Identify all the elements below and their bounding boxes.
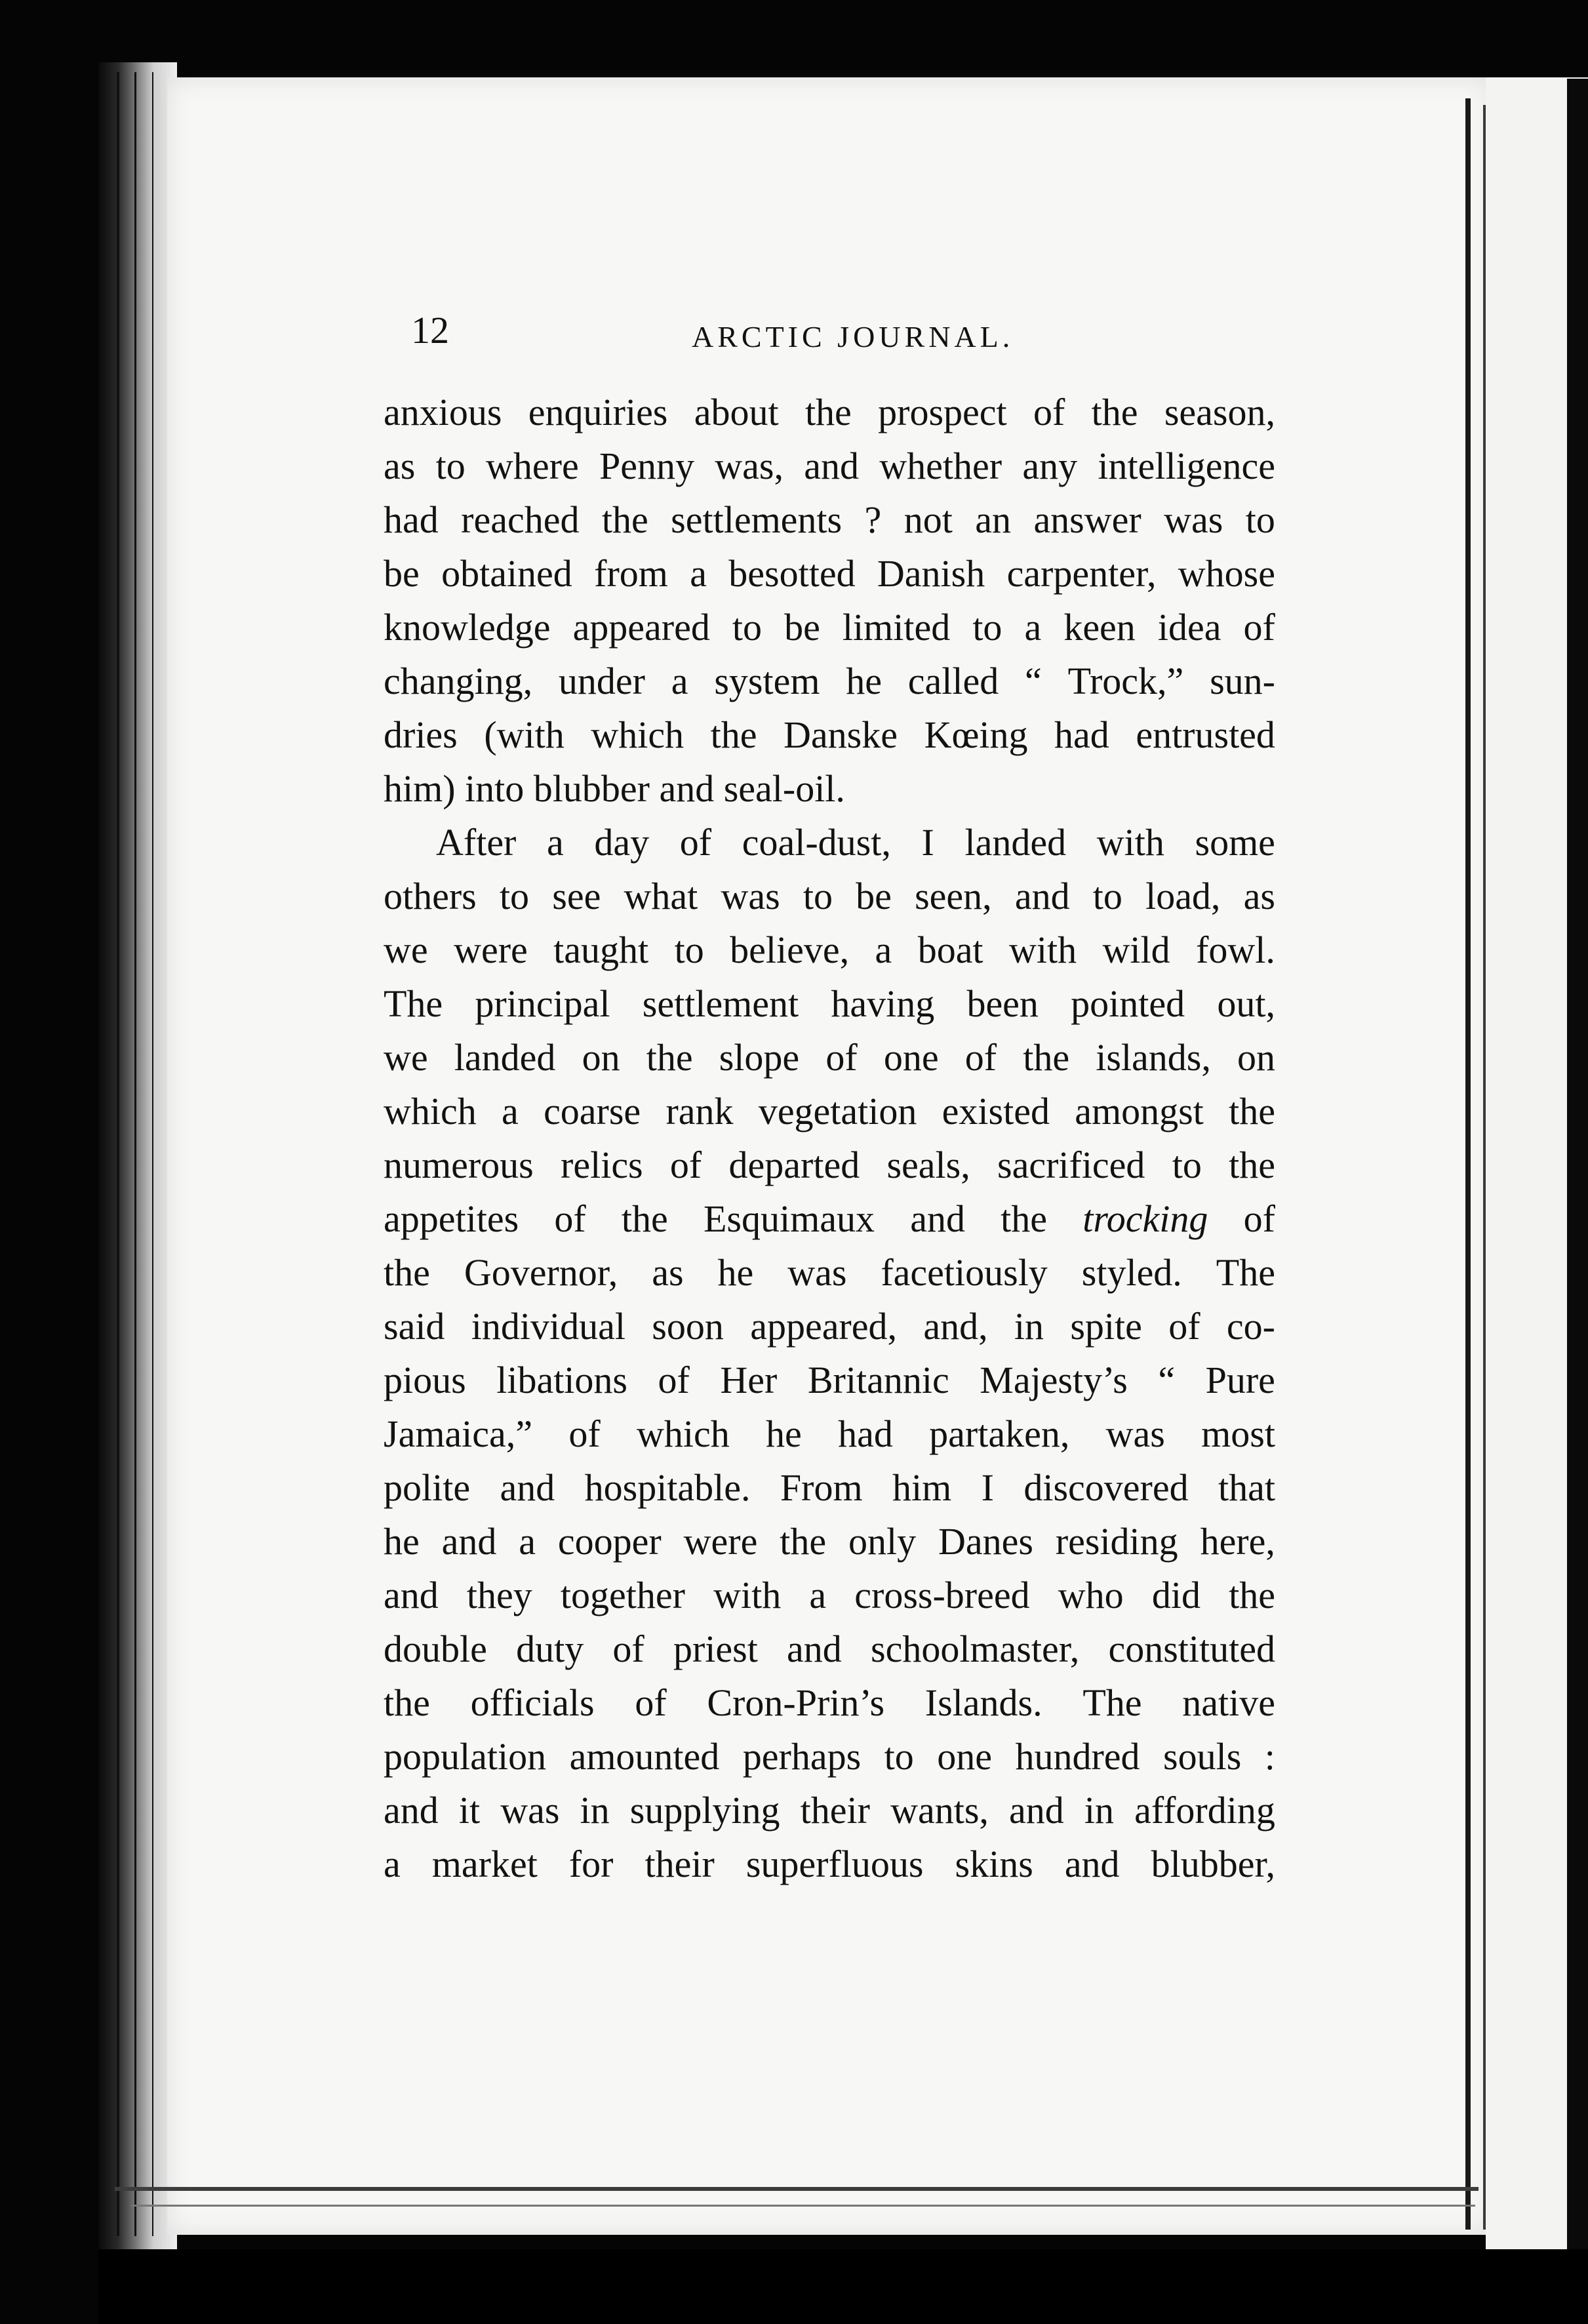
text-line: double duty of priest and schoolmaster, constituted (384, 1628, 1275, 1670)
text-line: polite and hospitable. From him I discovered that (384, 1466, 1275, 1509)
running-head: ARCTIC JOURNAL. (692, 320, 1014, 353)
text-line: the officials of Cron-Prin’s Islands. The native (384, 1681, 1275, 1724)
text-line: population amounted perhaps to one hundred souls : (384, 1735, 1275, 1778)
bottom-page-edge (131, 2205, 1475, 2207)
text-line: which a coarse rank vegetation existed amongst the (384, 1090, 1275, 1132)
text-line: changing, under a system he called “ Trock,” sun- (384, 660, 1275, 702)
text-line: After a day of coal-dust, I landed with some (436, 821, 1275, 864)
page-edge-line (152, 72, 153, 2236)
text-line: dries (with which the Danske Kœing had entrusted (384, 713, 1275, 756)
page-edge-line (134, 72, 136, 2236)
text-line: knowledge appeared to be limited to a keen idea of (384, 606, 1275, 649)
book-binding (98, 62, 177, 2253)
page-number: 12 (411, 309, 449, 351)
text-line: The principal settlement having been pointed out, (384, 982, 1275, 1025)
page-edge-line (117, 72, 119, 2236)
text-line: him) into blubber and seal-oil. (384, 767, 845, 810)
text-line: be obtained from a besotted Danish carpenter, whose (384, 552, 1275, 595)
text-line: anxious enquiries about the prospect of the season, (384, 391, 1275, 433)
scan-bottom-margin (98, 2249, 1588, 2324)
text-line: a market for their superfluous skins and blubber, (384, 1843, 1275, 1885)
body-text (384, 386, 1275, 1891)
text-line: pious libations of Her Britannic Majesty’s “ Pure (384, 1359, 1275, 1401)
text-line: Jamaica,” of which he had partaken, was most (384, 1412, 1275, 1455)
text-line: appetites of the Esquimaux and the trocking of (384, 1197, 1275, 1240)
bottom-page-edge (115, 2187, 1479, 2191)
text-line: we landed on the slope of one of the islands, on (384, 1036, 1275, 1079)
text-line: and it was in supplying their wants, and in affording (384, 1789, 1275, 1832)
text-line: numerous relics of departed seals, sacrificed to the (384, 1144, 1275, 1186)
text-line: he and a cooper were the only Danes residing here, (384, 1520, 1275, 1563)
adjacent-page-edge (1567, 79, 1588, 2262)
text-line: others to see what was to be seen, and to load, as (384, 875, 1275, 917)
right-page-edge (1465, 98, 1471, 2230)
text-line: we were taught to believe, a boat with wild fowl. (384, 929, 1275, 971)
text-line: and they together with a cross-breed who did the (384, 1574, 1275, 1616)
text-line: had reached the settlements ? not an answer was to (384, 498, 1275, 541)
text-line: as to where Penny was, and whether any intelligence (384, 445, 1275, 487)
text-line: the Governor, as he was facetiously styled. The (384, 1251, 1275, 1294)
text-line: said individual soon appeared, and, in spite of co- (384, 1305, 1275, 1348)
